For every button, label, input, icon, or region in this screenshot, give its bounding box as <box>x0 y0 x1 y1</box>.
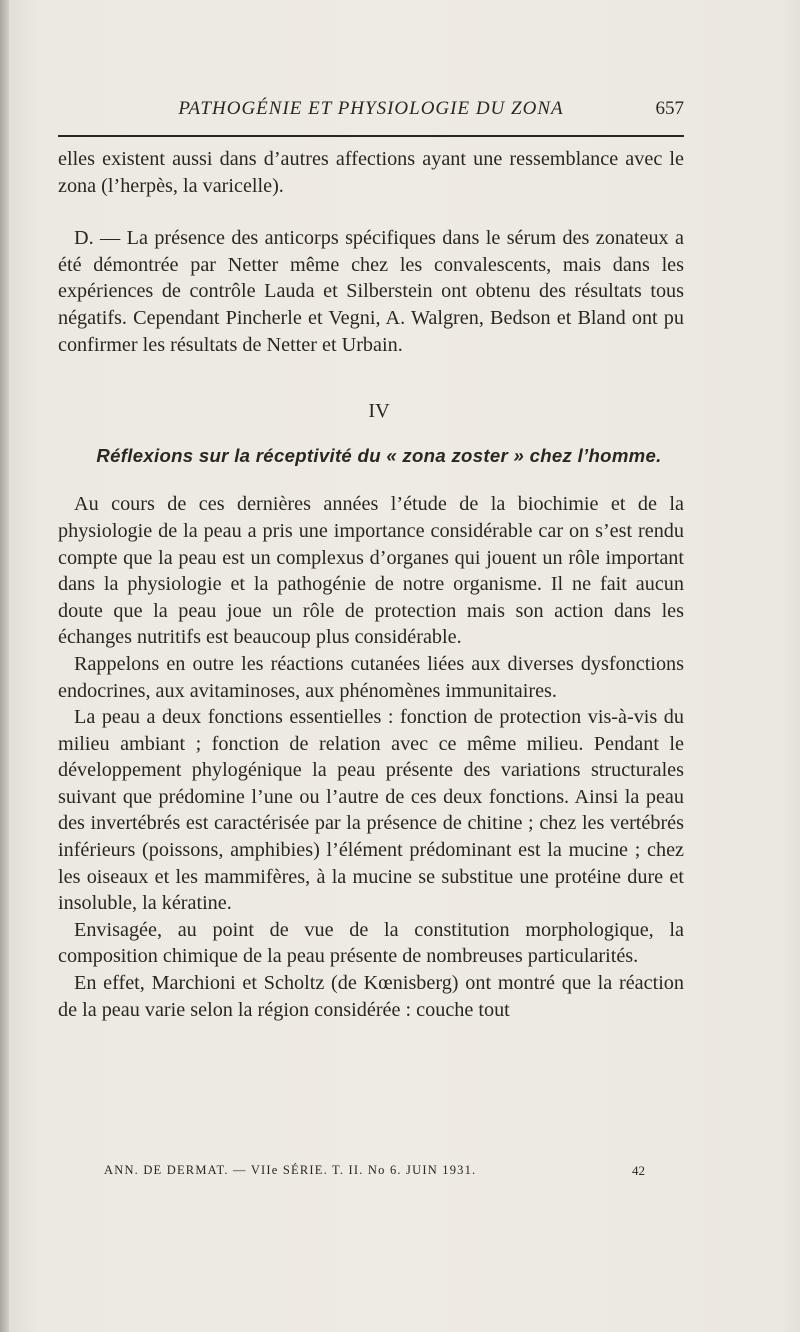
page-number: 657 <box>655 98 684 119</box>
body-text <box>58 146 684 1023</box>
paragraph: En effet, Marchioni et Scholtz (de Kœnisberg) ont montré que la réaction de la peau varie selon la région considérée : couche tout <box>58 972 684 1021</box>
section-number: IV <box>368 400 390 423</box>
paragraph-d: D. — La présence des anticorps spécifiques dans le sérum des zonateux a été démontrée par Netter même chez les convalescents, mais dans les expériences de contrôle Lauda et Silberstein ont obtenu des résultats tous négatifs. Cependant Pincherle et Vegni, A. Walgren, Bedson et Bland ont pu confirmer les résultats de Netter et Urbain. <box>58 227 684 356</box>
paragraph: La peau a deux fonctions essentielles : fonction de protection vis-à-vis du milieu ambiant ; fonction de relation avec ce même milieu. Pendant le développement phylogénique la peau présente des variations structurales suivant que prédomine l’une ou l’autre de ces deux fonctions. Ainsi la peau des invertébrés est caractérisée par la présence de chitine ; chez les vertébrés inférieurs (poissons, amphibies) l’élément prédominant est la mucine ; chez les oiseaux et les mammifères, à la mucine se substitue une protéine dure et insoluble, la kératine. <box>58 706 684 915</box>
paragraph: Au cours de ces dernières années l’étude de la biochimie et de la physiologie de la peau a pris une importance considérable car on s’est rendu compte que la peau est un complexus d’organes qui jouent un rôle important dans la physiologie et la pathogénie de notre organisme. Il ne fait aucun doute que la peau joue un rôle de protection mais son action dans les échanges nutritifs est beaucoup plus considérable. <box>58 493 684 649</box>
page-spine-shadow <box>0 0 9 1332</box>
running-head <box>58 98 684 126</box>
paragraph: Envisagée, au point de vue de la constitution morphologique, la composition chimique de la peau présente de nombreuses particularités. <box>58 918 684 968</box>
header-rule <box>58 135 684 137</box>
paragraph: Rappelons en outre les réactions cutanées liées aux diverses dysfonctions endocrines, aux avitaminoses, aux phénomènes immunitaires. <box>58 652 684 702</box>
section-title: Réflexions sur la réceptivité du « zona zoster » chez l’homme. <box>96 444 662 466</box>
paragraph-continuation: elles existent aussi dans d’autres affections ayant une ressemblance avec le zona (l’herpès, la varicelle). <box>58 148 684 197</box>
footer-citation: ANN. DE DERMAT. — VIIe SÉRIE. T. II. No 6. JUIN 1931. <box>104 1163 477 1177</box>
signature-mark: 42 <box>632 1163 645 1178</box>
running-title: PATHOGÉNIE ET PHYSIOLOGIE DU ZONA <box>178 98 564 119</box>
